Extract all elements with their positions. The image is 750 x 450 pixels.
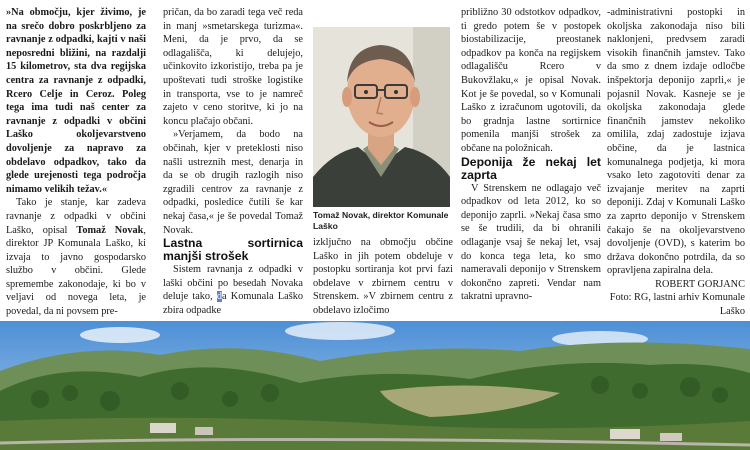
article-paragraph: »Verjamem, da bodo na občinah, kjer v preteklosti niso našli ustreznih mest, denarja in da se ob drugih razlogih niso zgradili centrov za ravnanje z odpadki, posledice čutili še kar nekaj časa,« je še povedal Tomaž Novak.: [163, 129, 303, 236]
article-paragraph: -administrativni postopki in okoljska zakonodaja niso bili naklonjeni, predvsem zaradi visokih finančnih jamstev. Tako da smo z dnem izdaje odločbe inšpektorja deponijo zaprli,« je pojasnil Novak. Kasneje se je okoljska zakonodaja glede finančnih jamstev nekoliko omilila, zdaj zadostuje izjava občine, da je lastnica komunalnega podjetja, ki mora vsako leto zagotoviti denar za izvajanje meritev na zaprti deponiji. Zdaj v Komunali Laško za zaprto deponijo v Strenskem čakajo še na okoljevarstveno dovoljenje (OVD), s katerim bo država dokončno potrdila, da so opravljena zapiralna dela.: [607, 7, 745, 277]
article-paragraph: približno 30 odstotkov odpadkov, ti gredo potem še v postopek biostabilizacije, preostanek odpadkov pa konča na regijskem odlagališču Rcero v Bukovžlaku,« je opisal Novak. Kot je še povedal, so v Komunali Laško z izračunom ugotovili, da bo gradnja lastne sortirnice pomenila manjši strošek za občane na položnicah.: [461, 7, 601, 154]
text-run: a Komunala Laško zbira odpadke: [163, 291, 303, 316]
person-name: Tomaž Novak: [76, 224, 144, 236]
article-paragraph: pričan, da bo zaradi tega več reda in manj »smetarskega turizma«. Meni, da je prvo, da se odlagališča, ki delujejo, učinkovito izkoristijo, treba pa je upoštevati tudi stroške logistike in transporta, vse to je namreč zajeto v ceno storitve, ki jo na koncu plačajo občani.: [163, 7, 303, 127]
column-5: [607, 6, 745, 318]
photo-credit: Foto: RG, lastni arhiv Komunale Laško: [609, 292, 745, 318]
article-paragraph: V Strenskem ne odlagajo več odpadkov od leta 2012, ko so deponijo zaprli. »Nekaj časa smo se še trudili, da bi ohranili odlaganje vsaj še nekaj let, vsaj do konca tega leta, ko smo nameravali deponijo v Strenskem dokončno zapreti. Vendar nam takratni upravno-: [461, 182, 601, 303]
text-selection[interactable]: d: [216, 291, 222, 303]
article-paragraph: izključno na območju občine Laško in jih potem obdeluje v postopku sortiranja kot prvi fazi obdelave v zbirnem centru v Strenskem. »V zbirnem centru z obdelavo izločimo: [313, 237, 453, 316]
column-4: [461, 6, 601, 318]
photo-caption: Tomaž Novak, direktor Komunale Laško: [313, 210, 449, 231]
column-1: [6, 6, 146, 318]
text-run: , direktor JP Komunala Laško, ki izvaja to javno gospodarsko službo v občini. Glede spremembe zakonodaje, ki bo v veljavi od novega leta, je povedal, da ni povsem pre-: [6, 224, 146, 318]
portrait-photo: [313, 27, 450, 207]
text-run: Sistem ravnanja z odpadki v laški občini po besedah Novaka deluje tako,: [163, 264, 303, 303]
article-lead: »Na območju, kjer živimo, je na srečo dobro poskrbljeno za ravnanje z odpadki, kajti v naši neposredni bližini, na razdalji 15 kilometrov, sta dva regijska centra za ravnanje z odpadki, Rcero Celje in Ceroz. Poleg tega ima tudi naš center za ravnanje z odpadki v občini Laško okoljevarstveno dovoljenje za napravo za obdelavo odpadkov, tako da glede urejenosti tega področja nimamo velikih težav.«: [6, 7, 146, 195]
portrait-illustration: [313, 27, 450, 207]
subheading-landfill: Deponija že nekaj let zaprta: [461, 154, 601, 182]
subheading-sorting: Lastna sortirnica manjši strošek: [163, 236, 303, 264]
landscape-photo: [0, 321, 750, 450]
column-3: [313, 236, 453, 316]
column-2: [163, 6, 303, 318]
text-run: Tako je stanje, kar zadeva ravnanje z odpadki v občini Laško, opisal: [6, 197, 146, 236]
author-byline: ROBERT GORJANC: [655, 278, 745, 290]
landscape-illustration: [0, 321, 750, 450]
article-paragraph: [163, 263, 303, 317]
article-paragraph: [6, 196, 146, 318]
